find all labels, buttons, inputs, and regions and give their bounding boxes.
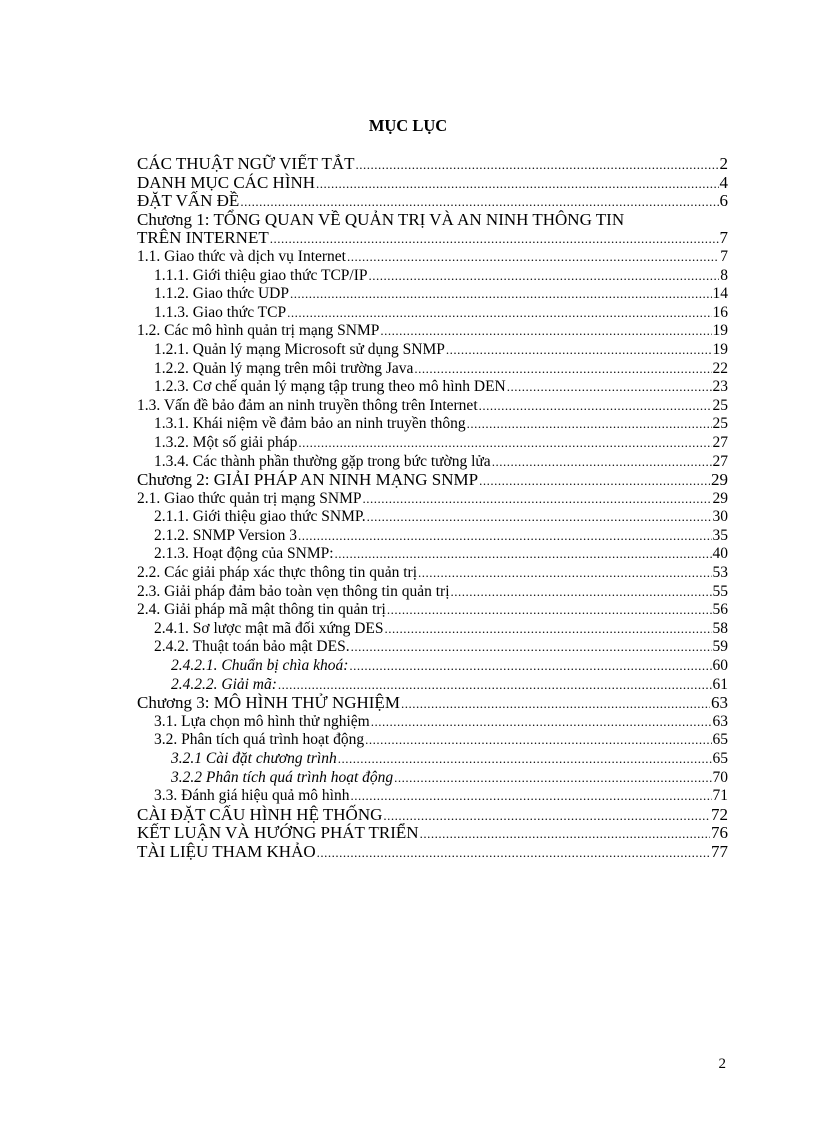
toc-entry-page-number: 4 <box>719 172 728 192</box>
dot-leader <box>385 620 712 639</box>
toc-entry[interactable] <box>137 713 728 732</box>
toc-entry-page-number: 7 <box>720 247 728 265</box>
toc-entry-page-number: 7 <box>719 228 728 248</box>
toc-entry[interactable] <box>137 285 728 304</box>
dot-leader <box>467 415 712 434</box>
toc-entry-page-number: 16 <box>712 303 728 321</box>
toc-entry[interactable] <box>137 787 728 806</box>
toc-entry-title: 1.2.3. Cơ chế quản lý mạng tập trung theo mô hình DEN <box>154 378 506 396</box>
toc-entry[interactable] <box>137 694 728 713</box>
toc-entry-title: CÁC THUẬT NGỮ VIẾT TẮT <box>137 154 355 173</box>
toc-entry-title: 1.3. Vấn đề bảo đảm an ninh truyền thông trên Internet <box>137 396 478 414</box>
page-title: MỤC LỤC <box>368 116 448 135</box>
toc-entry[interactable] <box>137 527 728 546</box>
dot-leader <box>383 807 710 826</box>
toc-entry-page-number: 2 <box>719 154 728 173</box>
toc-entry-title: ĐẶT VẤN ĐỀ <box>137 191 240 211</box>
dot-leader <box>451 583 712 602</box>
toc-entry[interactable] <box>137 453 728 472</box>
toc-entry-page-number: 23 <box>712 378 728 396</box>
dot-leader <box>401 695 710 714</box>
footer-page-number: 2 <box>718 1056 726 1072</box>
dot-leader <box>350 787 711 806</box>
toc-entry-title: Chương 2: GIẢI PHÁP AN NINH MẠNG SNMP <box>137 470 479 490</box>
dot-leader <box>349 657 711 676</box>
toc-entry-title: 1.3.2. Một số giải pháp <box>154 433 298 451</box>
toc-entry-title: 2.3. Giải pháp đảm bảo toàn vẹn thông tin quản trị <box>137 582 450 600</box>
dot-leader <box>270 230 719 249</box>
toc-entry[interactable] <box>137 657 728 676</box>
dot-leader <box>356 156 719 175</box>
toc-entry-title: 1.2. Các mô hình quản trị mạng SNMP <box>137 322 380 340</box>
toc-entry-title: 2.4.2.1. Chuẩn bị chìa khoá: <box>171 657 349 675</box>
dot-leader <box>338 750 712 769</box>
toc-entry[interactable] <box>137 806 728 825</box>
toc-entry-title: 1.1.3. Giao thức TCP <box>154 303 287 321</box>
toc-entry[interactable] <box>137 508 728 527</box>
toc-entry-title: 2.4.1. Sơ lược mật mã đối xứng DES <box>154 619 384 637</box>
table-of-contents <box>137 155 728 862</box>
toc-entry-title: 1.3.1. Khái niệm về đảm bảo an ninh truyền thông <box>154 415 466 433</box>
toc-entry-page-number: 6 <box>719 191 728 211</box>
toc-entry[interactable] <box>137 620 728 639</box>
dot-leader <box>363 490 712 509</box>
toc-entry-page-number: 65 <box>712 750 728 767</box>
toc-entry-page-number: 65 <box>712 731 728 749</box>
dot-leader <box>335 545 712 564</box>
toc-entry[interactable] <box>137 750 728 769</box>
toc-entry[interactable] <box>137 229 728 248</box>
toc-entry-page-number: 58 <box>712 619 728 637</box>
toc-entry-title: 3.3. Đánh giá hiệu quả mô hình <box>154 787 350 805</box>
toc-entry[interactable] <box>137 731 728 750</box>
toc-entry-page-number: 8 <box>720 266 728 284</box>
toc-entry-title: 2.1.3. Hoạt động của SNMP: <box>154 545 334 563</box>
dot-leader <box>298 434 711 453</box>
dot-leader <box>367 508 712 527</box>
dot-leader <box>380 322 711 341</box>
toc-entry[interactable] <box>137 545 728 564</box>
dot-leader <box>479 397 712 416</box>
toc-entry[interactable] <box>137 769 728 788</box>
toc-entry-page-number: 71 <box>712 787 728 805</box>
toc-entry[interactable] <box>137 322 728 341</box>
dot-leader <box>387 601 712 620</box>
dot-leader <box>347 248 719 267</box>
dot-leader <box>420 825 710 844</box>
toc-entry[interactable] <box>137 267 728 286</box>
dot-leader <box>418 564 711 583</box>
toc-entry-title: Chương 3: MÔ HÌNH THỬ NGHIỆM <box>137 693 400 713</box>
toc-entry-page-number: 63 <box>712 712 728 730</box>
toc-entry-page-number: 27 <box>712 452 728 470</box>
toc-entry-title: 3.1. Lựa chọn mô hình thử nghiệm <box>154 712 370 730</box>
dot-leader <box>240 193 718 212</box>
toc-entry-title: 3.2.2 Phân tích quá trình hoạt động <box>171 768 394 786</box>
toc-entry-page-number: 61 <box>712 675 728 693</box>
toc-entry[interactable] <box>137 341 728 360</box>
toc-entry[interactable] <box>137 397 728 416</box>
toc-entry-page-number: 63 <box>711 693 728 713</box>
toc-entry-title: 1.1.2. Giao thức UDP <box>154 285 289 303</box>
toc-entry-page-number: 76 <box>711 823 728 843</box>
toc-entry-title: 3.2. Phân tích quá trình hoạt động <box>154 731 365 749</box>
dot-leader <box>351 638 712 657</box>
toc-entry-title: 1.2.2. Quản lý mạng trên môi trường Java <box>154 359 414 377</box>
toc-entry-page-number: 27 <box>712 433 728 451</box>
toc-entry-page-number: 56 <box>712 601 728 619</box>
toc-entry-title: DANH MỤC CÁC HÌNH <box>137 172 316 192</box>
toc-entry[interactable] <box>137 304 728 323</box>
toc-entry[interactable] <box>137 583 728 602</box>
toc-entry-page-number: 19 <box>712 340 728 358</box>
dot-leader <box>492 453 712 472</box>
dot-leader <box>287 304 711 323</box>
dot-leader <box>298 527 712 546</box>
dot-leader <box>316 175 718 194</box>
toc-entry-page-number: 77 <box>711 841 728 861</box>
toc-entry-page-number: 70 <box>712 768 728 786</box>
dot-leader <box>507 378 712 397</box>
toc-entry-title: 3.2.1 Cài đặt chương trình <box>171 750 337 767</box>
dot-leader <box>414 360 711 379</box>
toc-entry-title: 1.3.4. Các thành phần thường gặp trong bức tường lửa <box>154 452 491 470</box>
toc-entry-title: 2.4.2. Thuật toán bảo mật DES. <box>154 638 350 656</box>
toc-entry-page-number: 29 <box>712 489 728 507</box>
toc-entry-page-number: 22 <box>712 359 728 377</box>
toc-entry-title: CÀI ĐẶT CẤU HÌNH HỆ THỐNG <box>137 804 383 824</box>
toc-entry-page-number: 40 <box>712 545 728 563</box>
dot-leader <box>394 769 711 788</box>
toc-entry-page-number: 72 <box>711 804 728 824</box>
dot-leader <box>317 844 710 863</box>
toc-entry-page-number: 60 <box>712 657 728 675</box>
toc-entry[interactable] <box>137 155 728 174</box>
toc-entry-title: TÀI LIỆU THAM KHẢO <box>137 841 316 861</box>
toc-entry-title: KẾT LUẬN VÀ HƯỚNG PHÁT TRIỂN <box>137 823 419 843</box>
toc-entry-page-number: 19 <box>712 322 728 340</box>
dot-leader <box>290 285 712 304</box>
dot-leader <box>278 676 712 695</box>
toc-entry-text-line: Chương 1: TỔNG QUAN VỀ QUẢN TRỊ VÀ AN NINH THÔNG TIN <box>137 209 625 229</box>
toc-entry-title: 1.1. Giao thức và dịch vụ Internet <box>137 247 346 265</box>
toc-entry[interactable] <box>137 248 728 267</box>
toc-entry[interactable] <box>137 638 728 657</box>
toc-entry-page-number: 55 <box>712 582 728 600</box>
dot-leader <box>369 267 720 286</box>
toc-entry[interactable] <box>137 601 728 620</box>
toc-entry[interactable] <box>137 490 728 509</box>
toc-entry-title: 2.4.2.2. Giải mã: <box>171 675 277 693</box>
toc-entry-page-number: 29 <box>711 470 728 490</box>
toc-entry[interactable] <box>137 360 728 379</box>
toc-entry-page-number: 25 <box>712 396 728 414</box>
toc-entry-title: 2.2. Các giải pháp xác thực thông tin quản trị <box>137 564 418 582</box>
toc-entry-page-number: 14 <box>712 285 728 303</box>
toc-entry-page-number: 35 <box>712 526 728 544</box>
dot-leader <box>371 713 712 732</box>
toc-entry-title: 2.4. Giải pháp mã mật thông tin quản trị <box>137 601 386 619</box>
toc-entry[interactable] <box>137 824 728 843</box>
toc-entry[interactable] <box>137 564 728 583</box>
dot-leader <box>446 341 712 360</box>
toc-entry-title: 2.1.2. SNMP Version 3 <box>154 526 297 544</box>
dot-leader <box>479 472 710 491</box>
toc-entry[interactable] <box>137 378 728 397</box>
toc-entry-page-number: 30 <box>712 508 728 526</box>
toc-entry-page-number: 59 <box>712 638 728 656</box>
toc-entry-page-number: 25 <box>712 415 728 433</box>
toc-entry-title: 1.1.1. Giới thiệu giao thức TCP/IP <box>154 266 368 284</box>
toc-entry-title: 1.2.1. Quản lý mạng Microsoft sử dụng SNMP <box>154 340 445 358</box>
toc-entry[interactable] <box>137 415 728 434</box>
toc-entry[interactable] <box>137 676 728 695</box>
toc-entry-page-number: 53 <box>712 564 728 582</box>
dot-leader <box>365 731 711 750</box>
toc-entry[interactable] <box>137 471 728 490</box>
toc-entry[interactable] <box>137 174 728 193</box>
toc-entry[interactable] <box>137 843 728 862</box>
toc-entry-title: TRÊN INTERNET <box>137 228 269 248</box>
toc-entry-title: 2.1. Giao thức quản trị mạng SNMP <box>137 489 362 507</box>
toc-entry-title: 2.1.1. Giới thiệu giao thức SNMP. <box>154 508 366 526</box>
toc-entry[interactable] <box>137 434 728 453</box>
toc-entry[interactable] <box>137 192 728 211</box>
